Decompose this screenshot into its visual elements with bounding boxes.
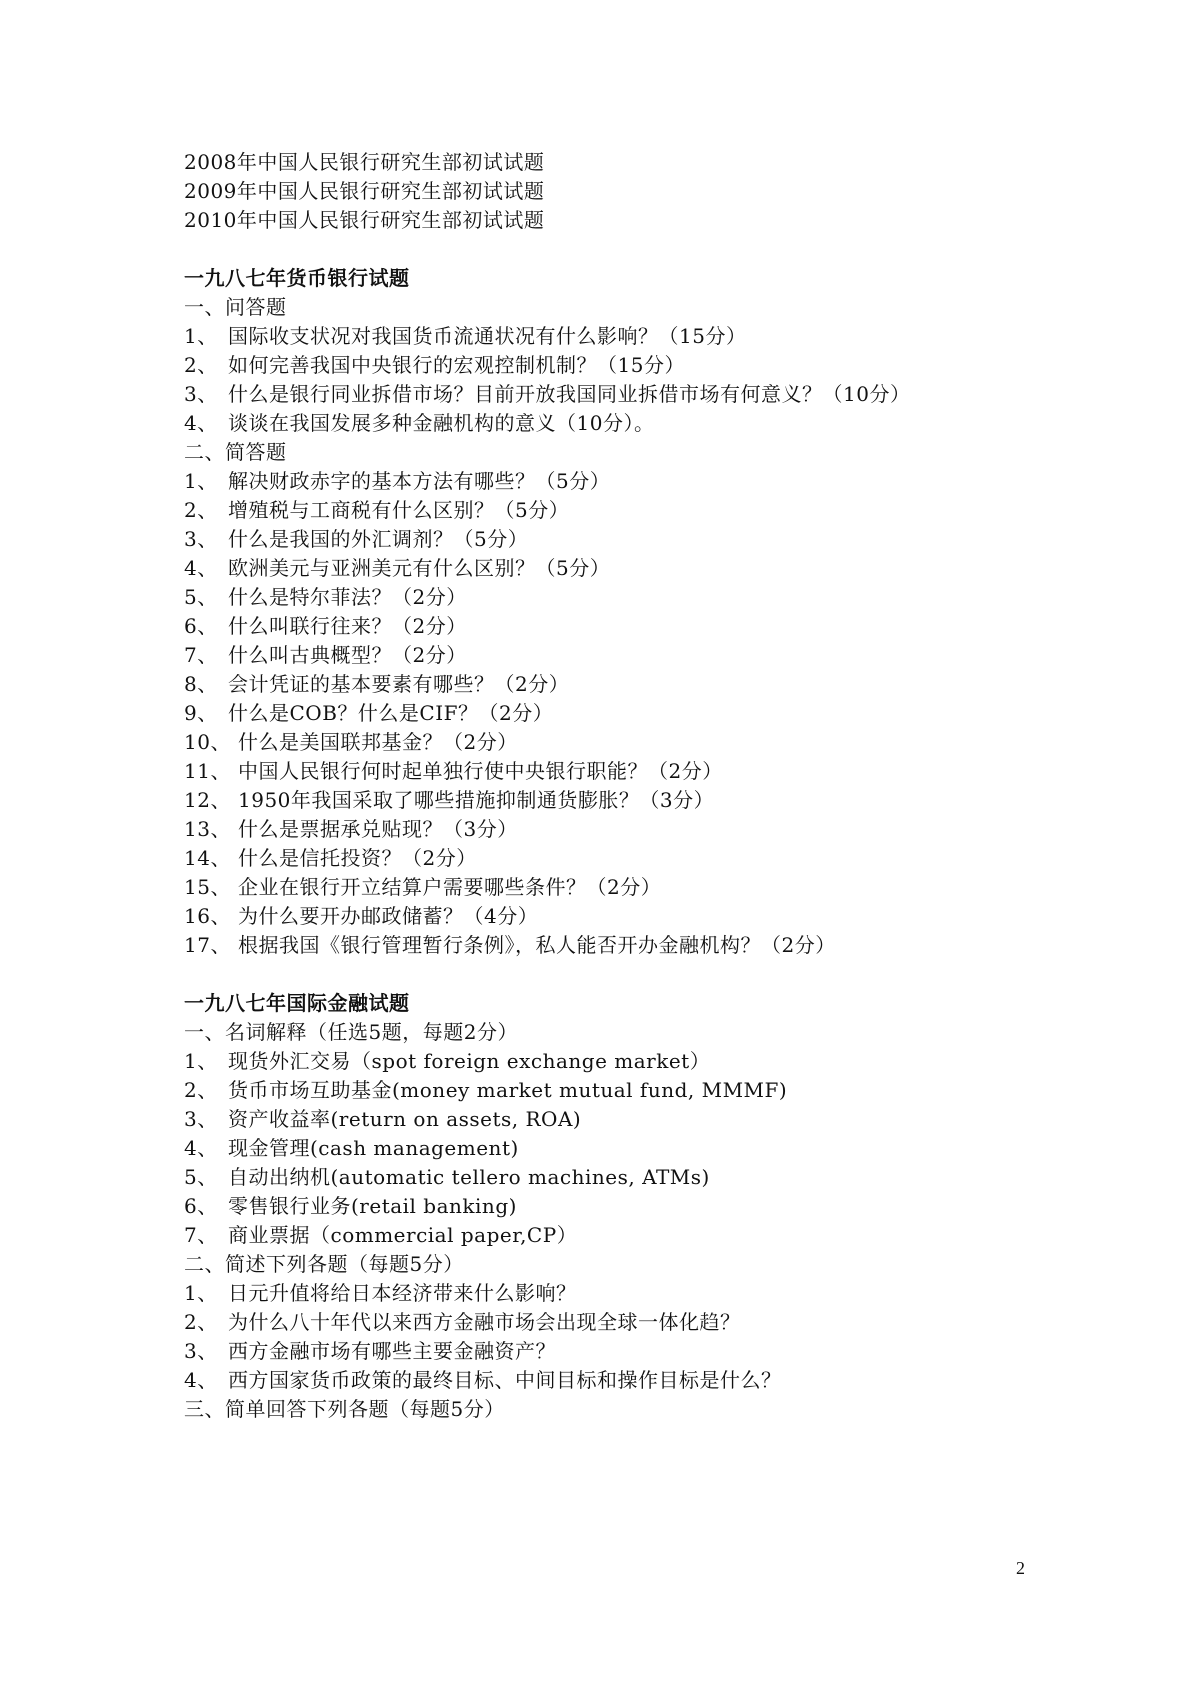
question-item bbox=[184, 1306, 741, 1338]
question-item bbox=[184, 871, 661, 903]
question-item bbox=[184, 552, 610, 584]
question-item bbox=[184, 668, 569, 700]
question-text: 1950年我国采取了哪些措施抑制通货膨胀？（3分） bbox=[238, 788, 715, 812]
question-number: 9、 bbox=[184, 701, 218, 725]
question-text: 企业在银行开立结算户需要哪些条件？（2分） bbox=[238, 875, 662, 899]
section-title: 一九八七年货币银行试题 bbox=[184, 266, 410, 290]
question-item bbox=[184, 1364, 782, 1396]
question-text: 为什么要开办邮政储蓄？（4分） bbox=[238, 904, 539, 928]
question-text: 西方国家货币政策的最终目标、中间目标和操作目标是什么？ bbox=[228, 1368, 782, 1392]
question-item bbox=[184, 465, 610, 497]
question-item bbox=[184, 581, 467, 613]
question-number: 2、 bbox=[184, 1310, 218, 1334]
question-text: 零售银行业务(retail banking) bbox=[228, 1194, 517, 1218]
question-text: 什么是票据承兑贴现？（3分） bbox=[238, 817, 518, 841]
question-item bbox=[184, 1219, 577, 1251]
question-number: 2、 bbox=[184, 1078, 218, 1102]
question-item bbox=[184, 1132, 519, 1164]
question-text: 如何完善我国中央银行的宏观控制机制？（15分） bbox=[228, 353, 685, 377]
question-number: 1、 bbox=[184, 324, 218, 348]
part-heading: 二、简述下列各题（每题5分） bbox=[184, 1252, 464, 1276]
question-text: 根据我国《银行管理暂行条例》，私人能否开办金融机构？（2分） bbox=[238, 933, 836, 957]
question-item bbox=[184, 639, 467, 671]
question-item bbox=[184, 523, 528, 555]
question-number: 3、 bbox=[184, 527, 218, 551]
question-number: 1、 bbox=[184, 1281, 218, 1305]
question-item bbox=[184, 1190, 517, 1222]
part-heading: 二、简答题 bbox=[184, 440, 287, 464]
question-item bbox=[184, 900, 538, 932]
question-text: 商业票据（commercial paper,CP） bbox=[228, 1223, 578, 1247]
section-title: 一九八七年国际金融试题 bbox=[184, 991, 410, 1015]
question-number: 1、 bbox=[184, 469, 218, 493]
question-text: 什么是COB？什么是CIF？（2分） bbox=[228, 701, 554, 725]
question-number: 3、 bbox=[184, 1107, 218, 1131]
question-number: 7、 bbox=[184, 643, 218, 667]
question-item bbox=[184, 378, 910, 410]
question-text: 谈谈在我国发展多种金融机构的意义（10分）。 bbox=[228, 411, 655, 435]
question-text: 什么是美国联邦基金？（2分） bbox=[238, 730, 518, 754]
question-number: 1、 bbox=[184, 1049, 218, 1073]
question-item bbox=[184, 407, 654, 439]
question-text: 欧洲美元与亚洲美元有什么区别？（5分） bbox=[228, 556, 611, 580]
question-number: 8、 bbox=[184, 672, 218, 696]
question-item bbox=[184, 494, 569, 526]
question-text: 什么是我国的外汇调剂？（5分） bbox=[228, 527, 529, 551]
question-text: 日元升值将给日本经济带来什么影响？ bbox=[228, 1281, 577, 1305]
question-text: 什么叫联行往来？（2分） bbox=[228, 614, 467, 638]
question-item bbox=[184, 784, 714, 816]
question-number: 2、 bbox=[184, 498, 218, 522]
question-number: 16、 bbox=[184, 904, 231, 928]
question-number: 4、 bbox=[184, 556, 218, 580]
question-text: 解决财政赤字的基本方法有哪些？（5分） bbox=[228, 469, 611, 493]
question-text: 现货外汇交易（spot foreign exchange market） bbox=[228, 1049, 711, 1073]
question-number: 2、 bbox=[184, 353, 218, 377]
question-item bbox=[184, 1277, 577, 1309]
question-item bbox=[184, 1161, 710, 1193]
question-item bbox=[184, 1103, 581, 1135]
question-text: 资产收益率(return on assets, ROA) bbox=[228, 1107, 582, 1131]
question-number: 14、 bbox=[184, 846, 231, 870]
question-text: 现金管理(cash management) bbox=[228, 1136, 519, 1160]
question-item bbox=[184, 755, 723, 787]
page-number: 2 bbox=[1016, 1558, 1025, 1578]
question-text: 为什么八十年代以来西方金融市场会出现全球一体化趋？ bbox=[228, 1310, 741, 1334]
question-text: 什么是信托投资？（2分） bbox=[238, 846, 477, 870]
question-number: 6、 bbox=[184, 1194, 218, 1218]
question-number: 13、 bbox=[184, 817, 231, 841]
question-text: 国际收支状况对我国货币流通状况有什么影响？（15分） bbox=[228, 324, 747, 348]
question-item bbox=[184, 726, 518, 758]
question-text: 什么是特尔菲法？（2分） bbox=[228, 585, 467, 609]
toc-line: 2009年中国人民银行研究生部初试试题 bbox=[184, 179, 545, 203]
question-item bbox=[184, 349, 685, 381]
question-number: 4、 bbox=[184, 1368, 218, 1392]
question-number: 3、 bbox=[184, 1339, 218, 1363]
question-number: 11、 bbox=[184, 759, 231, 783]
question-item bbox=[184, 1045, 710, 1077]
question-item bbox=[184, 610, 467, 642]
question-item bbox=[184, 929, 836, 961]
question-number: 17、 bbox=[184, 933, 231, 957]
part-heading: 三、简单回答下列各题（每题5分） bbox=[184, 1397, 505, 1421]
question-item bbox=[184, 1074, 787, 1106]
question-item bbox=[184, 320, 746, 352]
question-text: 什么叫古典概型？（2分） bbox=[228, 643, 467, 667]
part-heading: 一、问答题 bbox=[184, 295, 287, 319]
question-text: 货币市场互助基金(money market mutual fund, MMMF) bbox=[228, 1078, 788, 1102]
question-number: 3、 bbox=[184, 382, 218, 406]
question-item bbox=[184, 842, 477, 874]
toc-line: 2010年中国人民银行研究生部初试试题 bbox=[184, 208, 545, 232]
question-text: 西方金融市场有哪些主要金融资产？ bbox=[228, 1339, 556, 1363]
question-item bbox=[184, 1335, 556, 1367]
question-number: 6、 bbox=[184, 614, 218, 638]
toc-line: 2008年中国人民银行研究生部初试试题 bbox=[184, 150, 545, 174]
question-text: 自动出纳机(automatic tellero machines, ATMs) bbox=[228, 1165, 710, 1189]
question-number: 15、 bbox=[184, 875, 231, 899]
question-text: 增殖税与工商税有什么区别？（5分） bbox=[228, 498, 570, 522]
question-number: 4、 bbox=[184, 411, 218, 435]
question-item bbox=[184, 813, 518, 845]
part-heading: 一、名词解释（任选5题，每题2分） bbox=[184, 1020, 518, 1044]
question-number: 10、 bbox=[184, 730, 231, 754]
question-text: 什么是银行同业拆借市场？目前开放我国同业拆借市场有何意义？（10分） bbox=[228, 382, 911, 406]
question-number: 5、 bbox=[184, 585, 218, 609]
question-number: 7、 bbox=[184, 1223, 218, 1247]
question-text: 中国人民银行何时起单独行使中央银行职能？（2分） bbox=[238, 759, 723, 783]
question-text: 会计凭证的基本要素有哪些？（2分） bbox=[228, 672, 570, 696]
question-number: 12、 bbox=[184, 788, 231, 812]
question-item bbox=[184, 697, 553, 729]
question-number: 4、 bbox=[184, 1136, 218, 1160]
question-number: 5、 bbox=[184, 1165, 218, 1189]
